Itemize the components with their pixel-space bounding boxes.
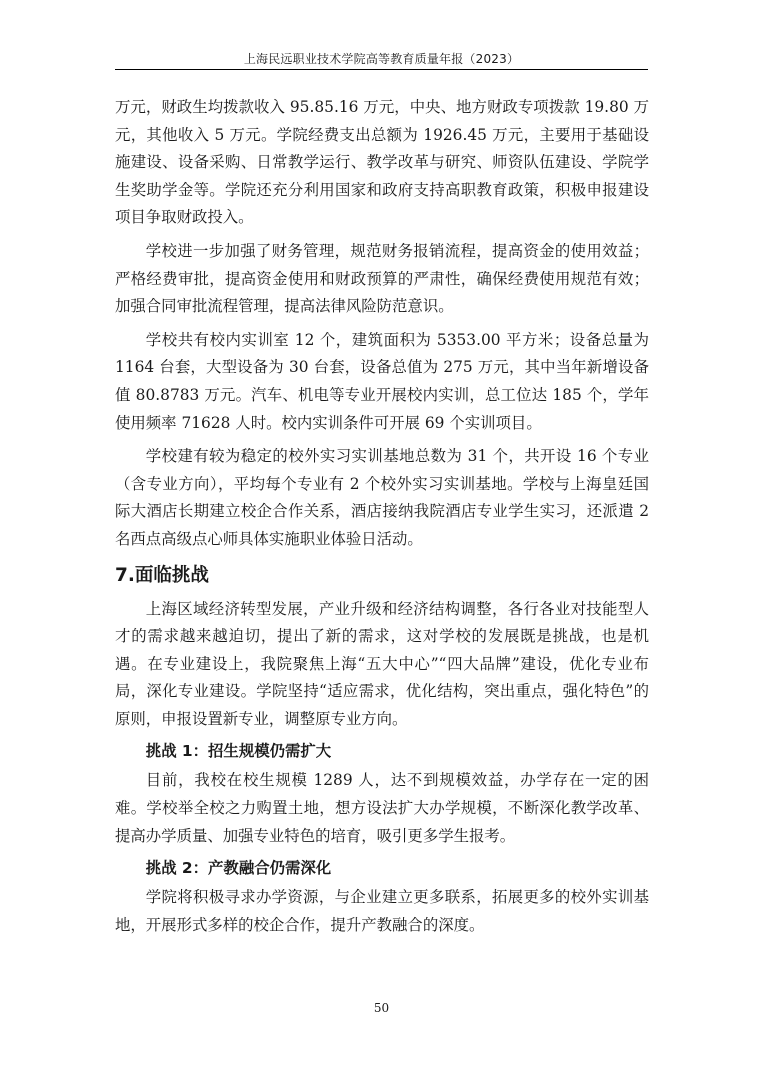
challenge-2-title: 挑战 2：产教融合仍需深化 <box>145 859 332 878</box>
paragraph-internal-training: 学校共有校内实训室 12 个，建筑面积为 5353.00 平方米；设备总量为 1164 台套，大型设备为 30 台套，设备总值为 275 万元，其中当年新增设备值 80.8783 万元。汽车、机电等专业开展校内实训，总工位达 185 个，学年使用频率 71628 人时。校内实训条件可开展 69 个实训项目。 <box>115 330 649 432</box>
challenge-1-title: 挑战 1：招生规模仍需扩大 <box>145 742 332 761</box>
running-header: 上海民远职业技术学院高等教育质量年报（2023） <box>243 52 520 66</box>
paragraph-funding-continued: 万元，财政生均拨款收入 95.85.16 万元，中央、地方财政专项拨款 19.80 万元，其他收入 5 万元。学院经费支出总额为 1926.45 万元，主要用于基础设施建设、设备采购、日常教学运行、教学改革与研究、师资队伍建设、学院学生奖助学金等。学院还充分利用国家和政府支持高职教育政策，积极申报建设项目争取财政投入。 <box>115 98 649 227</box>
page-number: 50 <box>373 1001 390 1015</box>
challenge-1-text: 目前，我校在校生规模 1289 人，达不到规模效益，办学存在一定的困难。学校举全校之力购置土地，想方设法扩大办学规模，不断深化教学改革、提高办学质量、加强专业特色的培育，吸引更多学生报考。 <box>115 771 649 845</box>
page-body <box>115 94 649 939</box>
section-intro: 上海区域经济转型发展，产业升级和经济结构调整，各行各业对技能型人才的需求越来越迫切，提出了新的需求，这对学校的发展既是挑战，也是机遇。在专业建设上，我院聚焦上海“五大中心”“四大品牌”建设，优化专业布局，深化专业建设。学院坚持“适应需求，优化结构，突出重点，强化特色”的原则，申报设置新专业，调整原专业方向。 <box>115 599 649 728</box>
paragraph-external-training: 学校建有较为稳定的校外实习实训基地总数为 31 个，共开设 16 个专业（含专业方向），平均每个专业有 2 个校外实习实训基地。学校与上海皇廷国际大酒店长期建立校企合作关系，酒店接纳我院酒店专业学生实习，还派遣 2 名西点高级点心师具体实施职业体验日活动。 <box>115 447 649 548</box>
header-rule <box>115 69 648 70</box>
paragraph-finance-management: 学校进一步加强了财务管理，规范财务报销流程，提高资金的使用效益；严格经费审批，提高资金使用和财政预算的严肃性，确保经费使用规范有效；加强合同审批流程管理，提高法律风险防范意识。 <box>115 241 649 316</box>
challenge-2-text: 学院将积极寻求办学资源，与企业建立更多联系，拓展更多的校外实训基地，开展形式多样的校企合作，提升产教融合的深度。 <box>115 888 649 934</box>
section-heading: 7.面临挑战 <box>115 564 209 586</box>
